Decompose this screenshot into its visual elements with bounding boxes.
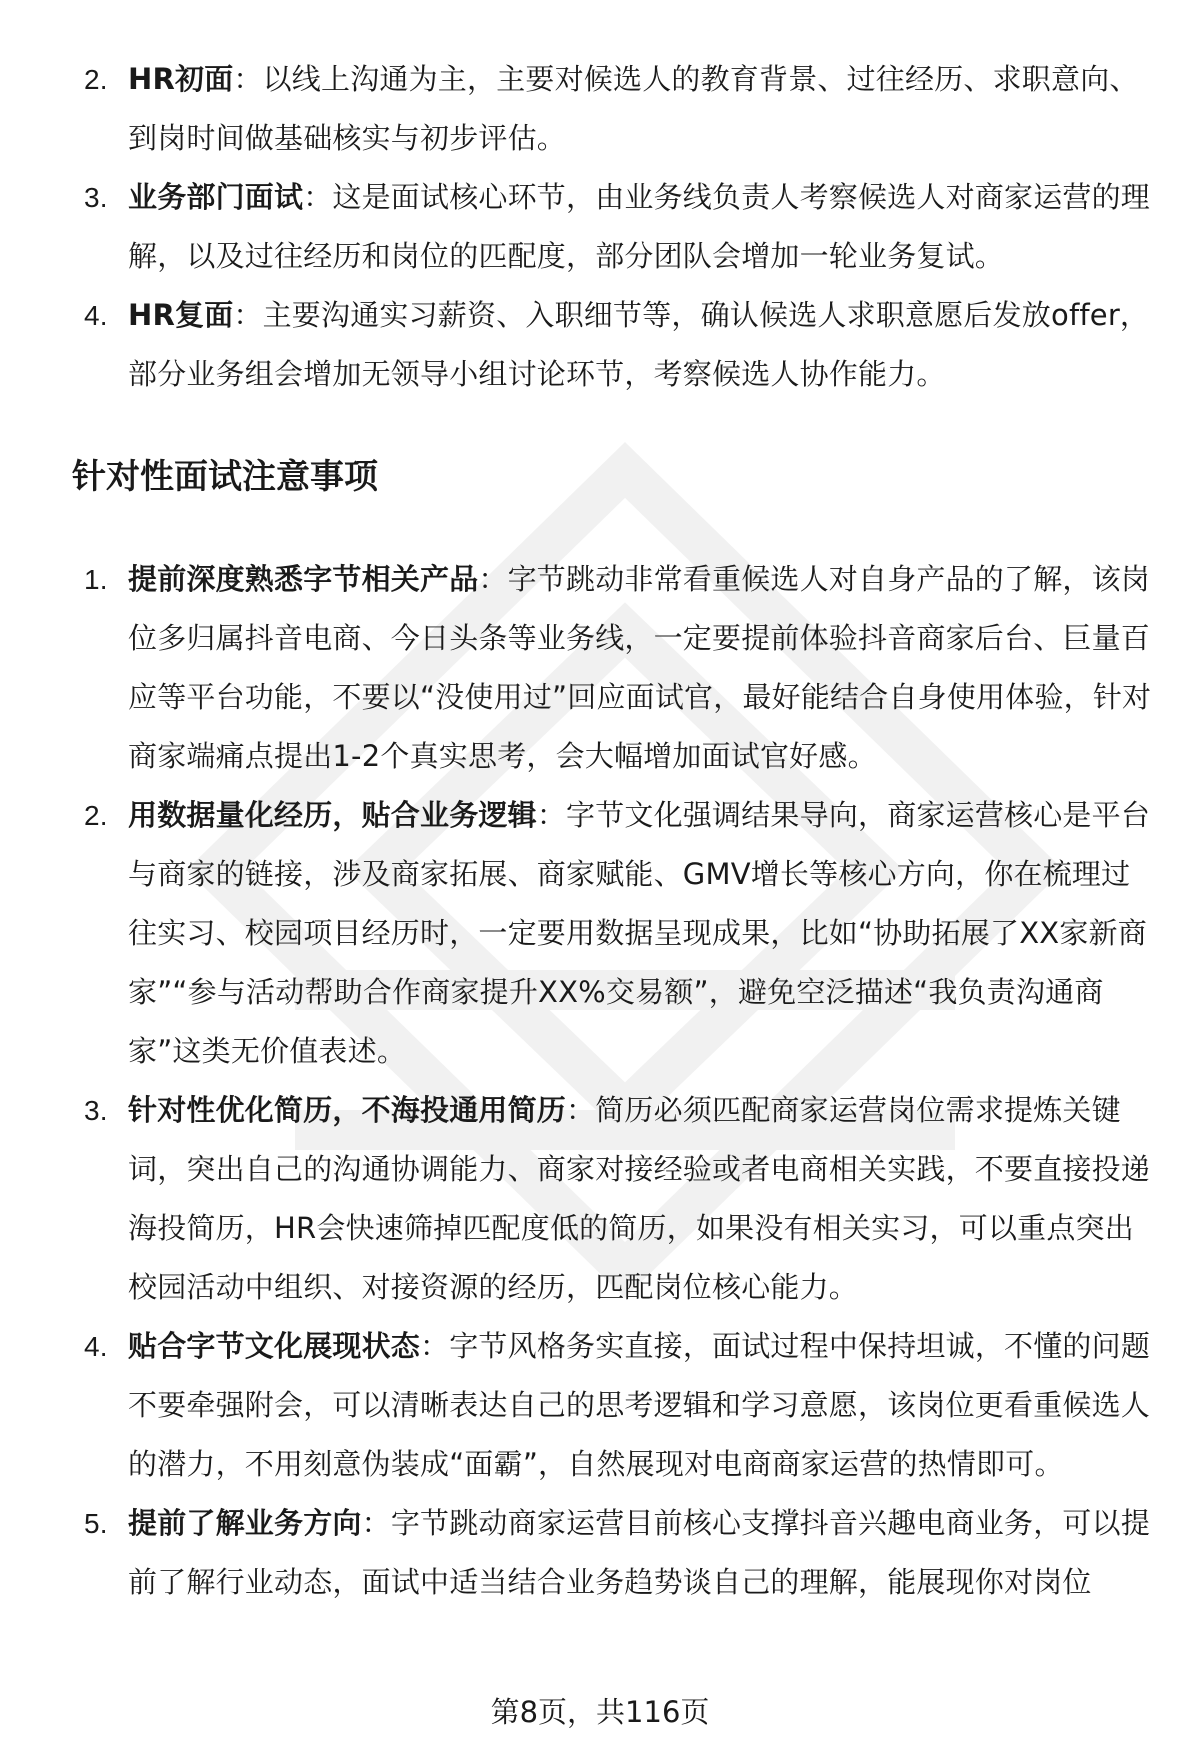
list-item [0,786,1158,1081]
item-separator: ： [420,1329,450,1363]
item-text: 字节跳动商家运营目前核心支撑抖音兴趣电商业务，可以提前了解行业动态，面试中适当结合业务趋势谈自己的理解，能展现你对岗位 [128,1506,1151,1599]
list-item [0,550,1158,786]
item-number: 4. [84,300,108,331]
item-term: 提前深度熟悉字节相关产品 [128,562,479,596]
item-number: 3. [84,182,108,213]
section-heading: 针对性面试注意事项 [72,457,378,497]
item-text: 简历必须匹配商家运营岗位需求提炼关键词，突出自己的沟通协调能力、商家对接经验或者电商相关实践，不要直接投递海投简历，HR会快速筛掉匹配度低的简历，如果没有相关实习，可以重点突出校园活动中组织、对接资源的经历，匹配岗位核心能力。 [128,1093,1151,1304]
item-separator: ： [303,180,333,214]
item-separator: ： [233,62,263,96]
process-list [0,50,1158,404]
item-number: 2. [84,800,108,831]
item-number: 2. [84,64,108,95]
item-term: 用数据量化经历，贴合业务逻辑 [128,798,537,832]
item-text: 字节风格务实直接，面试过程中保持坦诚，不懂的问题不要牵强附会，可以清晰表达自己的思考逻辑和学习意愿，该岗位更看重候选人的潜力，不用刻意伪装成“面霸”，自然展现对电商商家运营的热情即可。 [128,1329,1151,1481]
item-text: 这是面试核心环节，由业务线负责人考察候选人对商家运营的理解，以及过往经历和岗位的匹配度，部分团队会增加一轮业务复试。 [128,180,1151,273]
item-term: HR初面 [128,62,234,96]
list-item [0,168,1158,286]
list-item [0,286,1158,404]
item-text: 以线上沟通为主，主要对候选人的教育背景、过往经历、求职意向、到岗时间做基础核实与初步评估。 [128,62,1139,155]
list-item [0,50,1158,168]
item-term: HR复面 [128,298,234,332]
item-term: 业务部门面试 [128,180,304,214]
item-separator: ： [361,1506,391,1540]
item-separator: ： [566,1093,596,1127]
item-text: 字节文化强调结果导向，商家运营核心是平台与商家的链接，涉及商家拓展、商家赋能、GMV增长等核心方向，你在梳理过往实习、校园项目经历时，一定要用数据呈现成果，比如“协助拓展了XX家新商家”“参与活动帮助合作商家提升XX%交易额”，避免空泛描述“我负责沟通商家”这类无价值表述。 [128,798,1151,1068]
item-term: 针对性优化简历，不海投通用简历 [128,1093,567,1127]
item-number: 5. [84,1508,108,1539]
item-separator: ： [478,562,508,596]
tips-list [0,550,1158,1612]
item-separator: ： [536,798,567,832]
item-term: 贴合字节文化展现状态 [128,1329,421,1363]
item-number: 3. [84,1095,108,1126]
list-item [0,1494,1158,1612]
item-number: 4. [84,1331,108,1362]
item-text: 字节跳动非常看重候选人对自身产品的了解，该岗位多归属抖音电商、今日头条等业务线，一定要提前体验抖音商家后台、巨量百应等平台功能，不要以“没使用过”回应面试官，最好能结合自身使用体验，针对商家端痛点提出1-2个真实思考，会大幅增加面试官好感。 [128,562,1152,773]
item-number: 1. [84,564,108,595]
item-text: 主要沟通实习薪资、入职细节等，确认候选人求职意愿后发放offer，部分业务组会增加无领导小组讨论环节，考察候选人协作能力。 [128,298,1150,391]
list-item [0,1317,1158,1494]
item-term: 提前了解业务方向 [128,1506,362,1540]
list-item [0,1081,1158,1317]
item-separator: ： [233,298,263,332]
page-number: 第8页，共116页 [490,1695,710,1729]
